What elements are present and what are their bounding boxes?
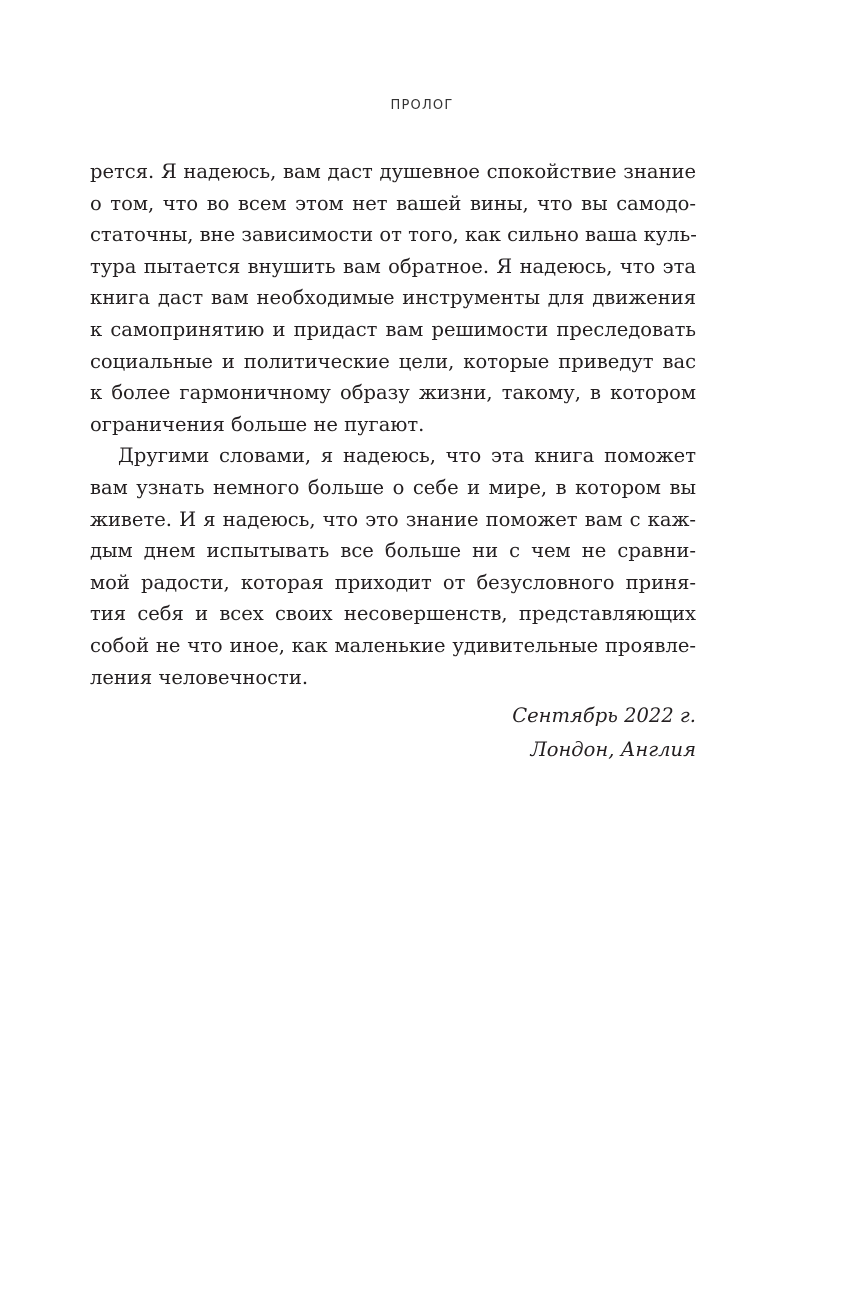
text-line: Другими словами, я надеюсь, что эта книга поможет xyxy=(118,444,696,468)
text-line: ограничения больше не пугают. xyxy=(90,412,425,436)
text-line: социальные и политические цели, которые приведут вас xyxy=(90,349,696,373)
text-line: к более гармоничному образу жизни, такому, в котором xyxy=(90,381,696,405)
signature-place: Лондон, Англия xyxy=(530,738,696,762)
text-line: книга даст вам необходимые инструменты для движения xyxy=(90,286,696,310)
running-head: ПРОЛОГ xyxy=(390,98,454,113)
signature-date: Сентябрь 2022 г. xyxy=(512,704,696,728)
text-line: мой радости, которая приходит от безусловного приня- xyxy=(90,570,696,594)
text-line: живете. И я надеюсь, что это знание поможет вам с каж- xyxy=(90,507,696,531)
text-line: дым днем испытывать все больше ни с чем не сравни- xyxy=(90,539,696,563)
text-line: собой не что иное, как маленькие удивительные проявле- xyxy=(90,633,696,657)
signature-block xyxy=(90,699,696,767)
text-line: ления человечности. xyxy=(90,665,309,689)
text-line: тия себя и всех своих несовершенств, представляющих xyxy=(90,602,696,626)
body-text xyxy=(90,156,696,767)
text-line: тура пытается внушить вам обратное. Я надеюсь, что эта xyxy=(90,254,696,278)
paragraph-2 xyxy=(90,440,696,693)
text-line: к самопринятию и придаст вам решимости преследовать xyxy=(90,317,696,341)
text-line: рется. Я надеюсь, вам даст душевное спокойствие знание xyxy=(90,160,696,183)
text-line: вам узнать немного больше о себе и мире, в котором вы xyxy=(90,475,696,499)
text-line: о том, что во всем этом нет вашей вины, что вы самодо- xyxy=(90,191,696,215)
paragraph-1 xyxy=(90,156,696,440)
text-line: статочны, вне зависимости от того, как сильно ваша куль- xyxy=(90,223,697,247)
